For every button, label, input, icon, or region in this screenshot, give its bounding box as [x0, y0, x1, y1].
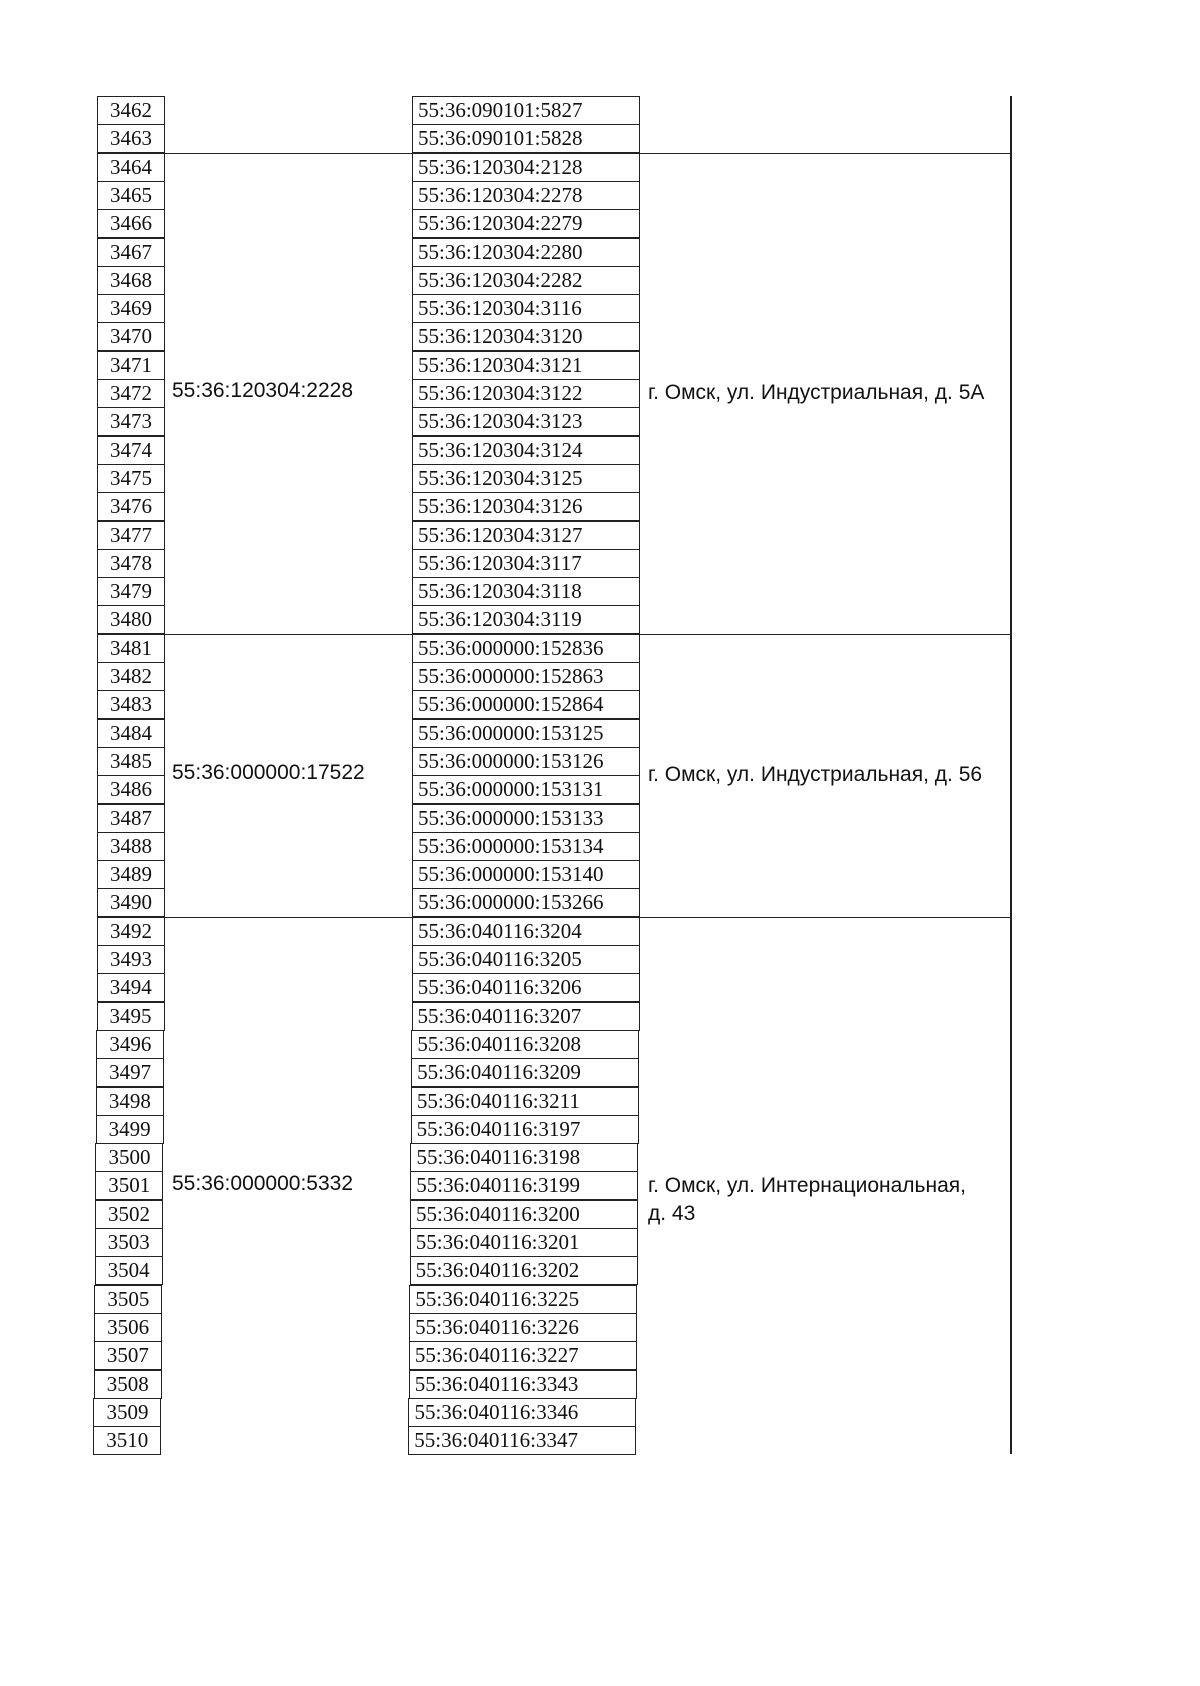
row-number: 3466 [97, 209, 165, 238]
row-number: 3510 [93, 1426, 161, 1455]
row-number: 3478 [97, 549, 165, 578]
row-number: 3476 [97, 492, 165, 521]
parcel-cadastral-number: 55:36:000000:153266 [412, 888, 640, 917]
row-number: 3472 [97, 379, 165, 408]
parcel-cadastral-number: 55:36:000000:153133 [412, 804, 640, 833]
parcel-cadastral-number: 55:36:120304:2279 [412, 209, 640, 238]
parcel-cadastral-number: 55:36:120304:2278 [412, 181, 640, 210]
parcel-cadastral-number: 55:36:120304:3117 [412, 549, 640, 578]
parcel-cadastral-number: 55:36:040116:3205 [412, 945, 640, 974]
object-cadastral-number: 55:36:120304:2228 [172, 379, 354, 403]
parcel-cadastral-number: 55:36:120304:3124 [412, 436, 640, 465]
row-number: 3474 [97, 436, 165, 465]
parcel-cadastral-number: 55:36:000000:153131 [412, 775, 640, 804]
parcel-cadastral-number: 55:36:040116:3211 [411, 1087, 639, 1116]
parcel-cadastral-number: 55:36:040116:3206 [412, 973, 640, 1002]
parcel-cadastral-number: 55:36:040116:3208 [411, 1030, 639, 1059]
parcel-cadastral-number: 55:36:120304:3118 [412, 577, 640, 606]
parcel-cadastral-number: 55:36:040116:3347 [408, 1426, 636, 1455]
parcel-cadastral-number: 55:36:120304:3125 [412, 464, 640, 493]
row-number: 3470 [97, 322, 165, 351]
row-number: 3496 [96, 1030, 164, 1059]
row-number: 3465 [97, 181, 165, 210]
parcel-cadastral-number: 55:36:040116:3209 [411, 1058, 639, 1087]
object-address: г. Омск, ул. Индустриальная, д. 5А [648, 381, 985, 405]
row-number: 3463 [97, 124, 165, 153]
parcel-cadastral-number: 55:36:000000:152836 [412, 634, 640, 663]
row-number: 3508 [94, 1370, 162, 1399]
parcel-cadastral-number: 55:36:040116:3202 [410, 1256, 638, 1285]
row-number: 3464 [97, 153, 165, 182]
parcel-cadastral-number: 55:36:120304:2128 [412, 153, 640, 182]
row-number: 3495 [97, 1002, 165, 1031]
row-number: 3504 [95, 1256, 163, 1285]
row-number: 3509 [93, 1398, 161, 1427]
row-number: 3502 [95, 1200, 163, 1229]
row-number: 3469 [97, 294, 165, 323]
row-number: 3486 [97, 775, 165, 804]
row-number: 3498 [96, 1087, 164, 1116]
row-number: 3506 [94, 1313, 162, 1342]
row-number: 3500 [95, 1143, 163, 1172]
parcel-cadastral-number: 55:36:120304:2280 [412, 238, 640, 267]
parcel-cadastral-number: 55:36:040116:3198 [410, 1143, 638, 1172]
parcel-cadastral-number: 55:36:120304:3127 [412, 521, 640, 550]
parcel-cadastral-number: 55:36:120304:2282 [412, 266, 640, 295]
parcel-cadastral-number: 55:36:000000:153140 [412, 860, 640, 889]
parcel-cadastral-number: 55:36:090101:5827 [412, 96, 640, 125]
row-number: 3507 [94, 1341, 162, 1370]
parcel-cadastral-number: 55:36:040116:3204 [412, 917, 640, 946]
parcel-cadastral-number: 55:36:120304:3119 [412, 605, 640, 634]
row-number: 3479 [97, 577, 165, 606]
row-number: 3468 [97, 266, 165, 295]
row-number: 3499 [96, 1115, 164, 1144]
parcel-cadastral-number: 55:36:000000:152864 [412, 690, 640, 719]
row-number: 3487 [97, 804, 165, 833]
parcel-cadastral-number: 55:36:040116:3226 [409, 1313, 637, 1342]
row-number: 3484 [97, 719, 165, 748]
object-cadastral-number: 55:36:000000:17522 [172, 761, 365, 785]
parcel-cadastral-number: 55:36:120304:3121 [412, 351, 640, 380]
row-number: 3480 [97, 605, 165, 634]
parcel-cadastral-number: 55:36:120304:3120 [412, 322, 640, 351]
group-separator [165, 153, 1010, 154]
row-number: 3475 [97, 464, 165, 493]
group-separator [165, 917, 1010, 918]
row-number: 3503 [95, 1228, 163, 1257]
parcel-cadastral-number: 55:36:120304:3116 [412, 294, 640, 323]
parcel-cadastral-number: 55:36:000000:153134 [412, 832, 640, 861]
row-number: 3485 [97, 747, 165, 776]
row-number: 3473 [97, 407, 165, 436]
row-number: 3497 [96, 1058, 164, 1087]
row-number: 3482 [97, 662, 165, 691]
parcel-cadastral-number: 55:36:040116:3197 [411, 1115, 639, 1144]
row-number: 3493 [97, 945, 165, 974]
row-number: 3501 [95, 1171, 163, 1200]
parcel-cadastral-number: 55:36:000000:152863 [412, 662, 640, 691]
parcel-cadastral-number: 55:36:040116:3227 [409, 1341, 637, 1370]
object-cadastral-number: 55:36:000000:5332 [172, 1171, 354, 1195]
parcel-cadastral-number: 55:36:090101:5828 [412, 124, 640, 153]
parcel-cadastral-number: 55:36:040116:3200 [410, 1200, 638, 1229]
row-number: 3490 [97, 888, 165, 917]
row-number: 3462 [97, 96, 165, 125]
parcel-cadastral-number: 55:36:000000:153126 [412, 747, 640, 776]
parcel-cadastral-number: 55:36:040116:3346 [408, 1398, 636, 1427]
row-number: 3467 [97, 238, 165, 267]
row-number: 3483 [97, 690, 165, 719]
parcel-cadastral-number: 55:36:040116:3343 [409, 1370, 637, 1399]
parcel-cadastral-number: 55:36:000000:153125 [412, 719, 640, 748]
parcel-cadastral-number: 55:36:120304:3122 [412, 379, 640, 408]
row-number: 3481 [97, 634, 165, 663]
group-separator [165, 634, 1010, 635]
row-number: 3471 [97, 351, 165, 380]
parcel-cadastral-number: 55:36:040116:3201 [410, 1228, 638, 1257]
parcel-cadastral-number: 55:36:040116:3225 [409, 1285, 637, 1314]
table-right-border [1010, 96, 1012, 1454]
parcel-cadastral-number: 55:36:040116:3199 [410, 1171, 638, 1200]
row-number: 3477 [97, 521, 165, 550]
object-address: г. Омск, ул. Интернациональная, д. 43 [648, 1173, 966, 1225]
row-number: 3494 [97, 973, 165, 1002]
row-number: 3505 [94, 1285, 162, 1314]
parcel-cadastral-number: 55:36:040116:3207 [412, 1002, 640, 1031]
row-number: 3488 [97, 832, 165, 861]
row-number: 3489 [97, 860, 165, 889]
parcel-cadastral-number: 55:36:120304:3123 [412, 407, 640, 436]
object-address: г. Омск, ул. Индустриальная, д. 56 [648, 763, 983, 787]
row-number: 3492 [97, 917, 165, 946]
parcel-cadastral-number: 55:36:120304:3126 [412, 492, 640, 521]
